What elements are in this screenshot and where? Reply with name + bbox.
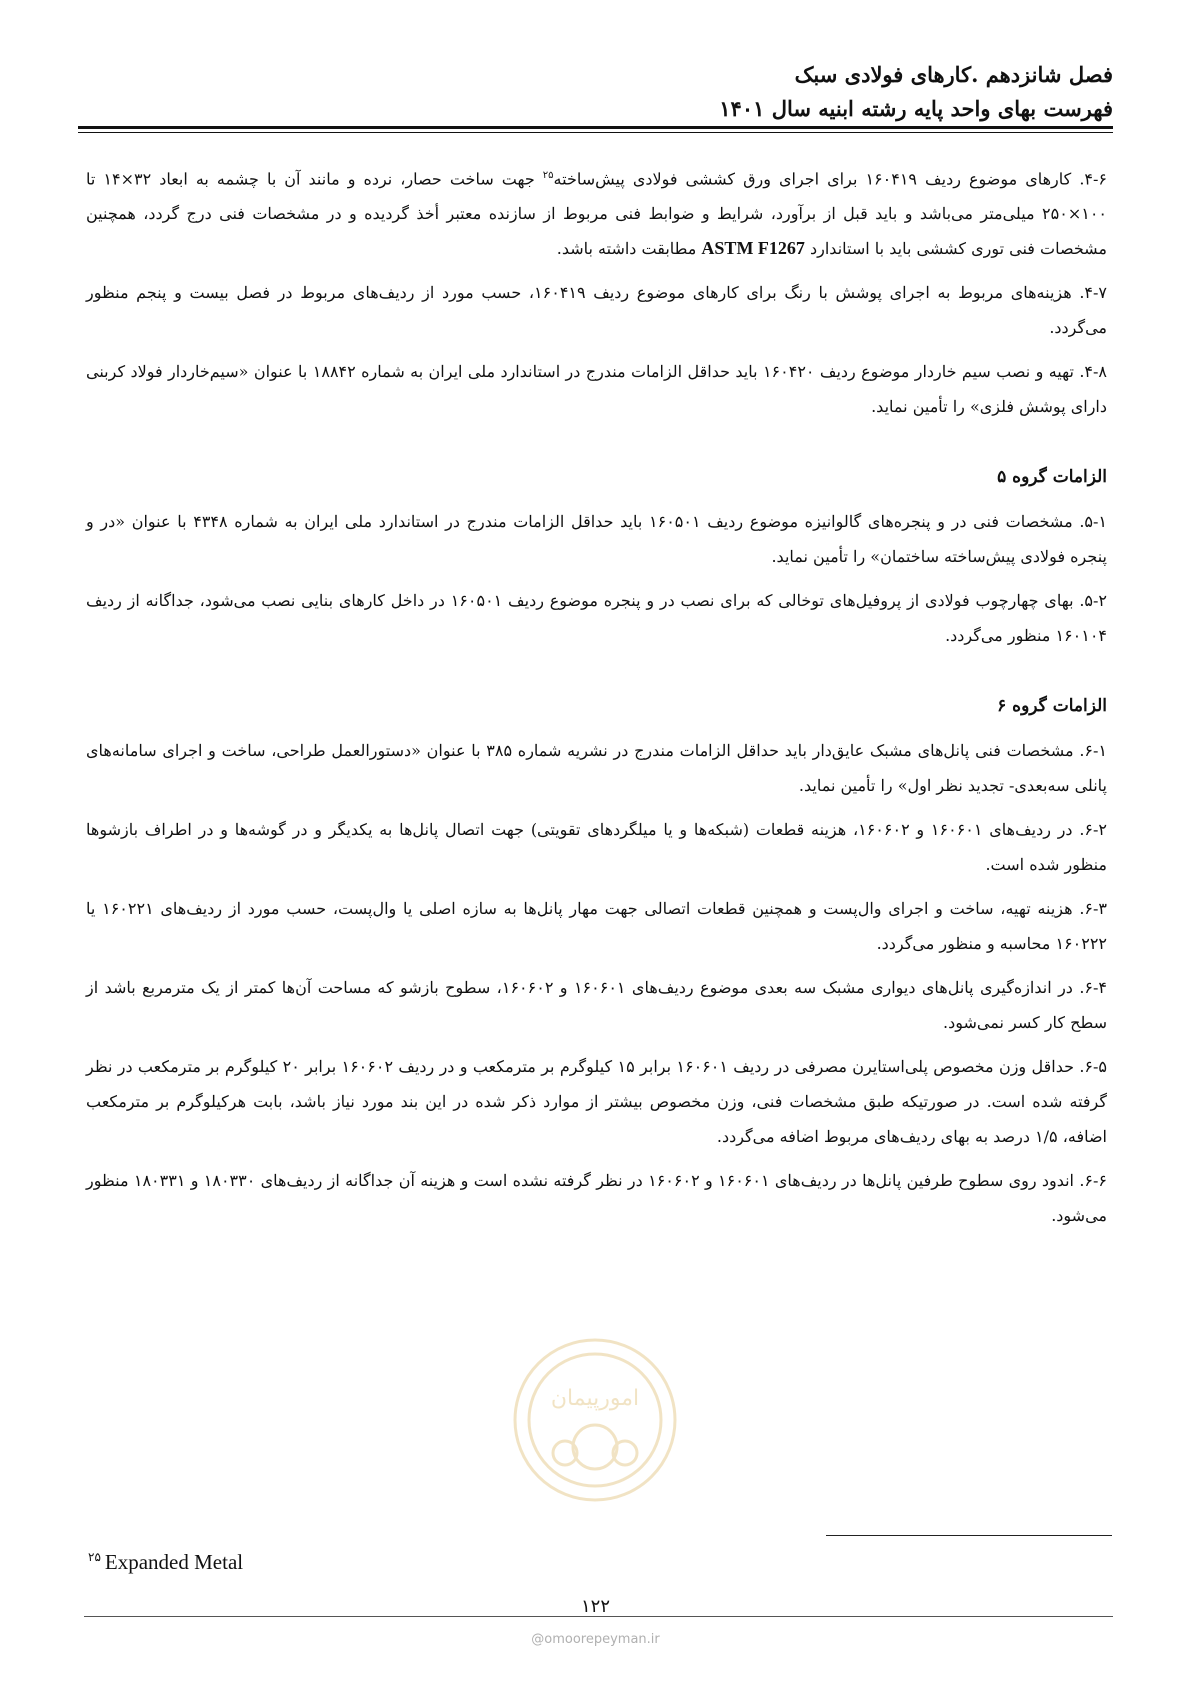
- paragraph-6-6: ۶-۶. اندود روی سطوح طرفین پانل‌ها در ردیف‌های ۱۶۰۶۰۱ و ۱۶۰۶۰۲ در نظر گرفته نشده است و هزینه آن جداگانه از ردیف‌های ۱۸۰۳۳۰ و ۱۸۰۳۳۱ منظور می‌شود.: [86, 1171, 1107, 1226]
- paragraph-4-8: ۴-۸. تهیه و نصب سیم خاردار موضوع ردیف ۱۶۰۴۲۰ باید حداقل الزامات مندرج در استاندارد ملی ایران به شماره ۱۸۸۴۲ با عنوان «سیم‌خاردار فولاد کربنی دارای پوشش فلزی» را تأمین نماید.: [86, 362, 1108, 417]
- paragraph-4-6: ۴-۶. کارهای موضوع ردیف ۱۶۰۴۱۹ برای اجرای ورق کششی فولادی پیش‌ساخته$^{۲۵}$ جهت ساخت حصار، نرده و مانند آن با چشمه به ابعاد ۳۲×۱۴ تا ۱۰۰×۲۵۰ میلی‌متر می‌باشد و باید قبل از برآورد، شرایط و ضوابط فنی مربوط از سازنده معتبر أخذ گردیده و در مشخصات فنی درج گردد، همچنین مشخصات فنی توری کششی باید با استاندارد ASTM F1267 مطابقت داشته باشد.: [86, 169, 1107, 259]
- footer-rule: [84, 1616, 1113, 1617]
- footnote-separator: [826, 1535, 1112, 1536]
- page-number: ۱۲۲: [580, 1596, 610, 1617]
- footnote-number: ۲۵: [88, 1550, 101, 1564]
- footnote-ref: ۲۵: [542, 170, 554, 181]
- paragraph-5-2: ۵-۲. بهای چهارچوب فولادی از پروفیل‌های توخالی که برای نصب در و پنجره موضوع ردیف ۱۶۰۵۰۱ در داخل کارهای بنایی نصب می‌شود، جداگانه از ردیف ۱۶۰۱۰۴ منظور می‌گردد.: [86, 591, 1108, 646]
- chapter-title: فصل شانزدهم .کارهای فولادی سبک: [794, 62, 1113, 87]
- paragraph-6-4: ۶-۴. در اندازه‌گیری پانل‌های دیواری مشبک سه بعدی موضوع ردیف‌های ۱۶۰۶۰۱ و ۱۶۰۶۰۲، سطوح بازشو که مساحت آن‌ها کمتر از یک مترمربع باشد از سطح کار کسر نمی‌شود.: [86, 978, 1108, 1033]
- document-body: [86, 158, 1107, 1242]
- stamp-text: امورپیمان: [550, 1386, 640, 1411]
- footnote-text: Expanded Metal: [104, 1550, 244, 1574]
- group-5-heading: الزامات گروه ۵: [997, 467, 1107, 488]
- price-list-title: فهرست بهای واحد پایه رشته ابنیه سال ۱۴۰۱: [719, 96, 1113, 121]
- header-rule-thick: [78, 126, 1113, 129]
- standard-code: ASTM F1267: [701, 238, 805, 259]
- paragraph-6-3: ۶-۳. هزینه تهیه، ساخت و اجرای وال‌پست و همچنین قطعات اتصالی جهت مهار پانل‌ها به سازه اصلی یا وال‌پست، حسب مورد از ردیف‌های ۱۶۰۲۲۱ یا ۱۶۰۲۲۲ محاسبه و منظور می‌گردد.: [86, 899, 1107, 954]
- paragraph-4-7: ۴-۷. هزینه‌های مربوط به اجرای پوشش با رنگ برای کارهای موضوع ردیف ۱۶۰۴۱۹، حسب مورد از ردیف‌های مربوط در فصل بیست و پنجم منظور می‌گردد.: [86, 283, 1108, 338]
- paragraph-6-2: ۶-۲. در ردیف‌های ۱۶۰۶۰۱ و ۱۶۰۶۰۲، هزینه قطعات (شبکه‌ها و یا میلگردهای تقویتی) جهت اتصال پانل‌ها به یکدیگر و در گوشه‌ها و در اطراف بازشوها منظور شده است.: [86, 820, 1107, 875]
- watermark-stamp-icon: [510, 1335, 680, 1505]
- group-6-heading: الزامات گروه ۶: [997, 696, 1107, 717]
- paragraph-6-5: ۶-۵. حداقل وزن مخصوص پلی‌استایرن مصرفی در ردیف ۱۶۰۶۰۱ برابر ۱۵ کیلوگرم بر مترمکعب و در ردیف ۱۶۰۶۰۲ برابر ۲۰ کیلوگرم بر مترمکعب در نظر گرفته شده است. در صورتیکه طبق مشخصات فنی، وزن مخصوص بیشتر از موارد ذکر شده در این بند مورد نیاز باشد، بابت هرکیلوگرم بر مترمکعب اضافه، ۱/۵ درصد به بهای ردیف‌های مربوط اضافه می‌گردد.: [86, 1057, 1107, 1147]
- paragraph-6-1: ۶-۱. مشخصات فنی پانل‌های مشبک عایق‌دار باید حداقل الزامات مندرج در نشریه شماره ۳۸۵ با عنوان «دستورالعمل طراحی، ساخت و اجرای سامانه‌های پانلی سه‌بعدی- تجدید نظر اول» را تأمین نماید.: [86, 741, 1108, 796]
- footnote: [88, 1550, 243, 1575]
- page-header: [78, 58, 1113, 126]
- watermark-url: @omoorepeyman.ir: [531, 1632, 660, 1647]
- header-rule-thin: [78, 132, 1113, 133]
- paragraph-5-1: ۵-۱. مشخصات فنی در و پنجره‌های گالوانیزه موضوع ردیف ۱۶۰۵۰۱ باید حداقل الزامات مندرج در استاندارد ملی ایران به شماره ۴۳۴۸ با عنوان «در و پنجره فولادی پیش‌ساخته ساختمان» را تأمین نماید.: [86, 512, 1108, 567]
